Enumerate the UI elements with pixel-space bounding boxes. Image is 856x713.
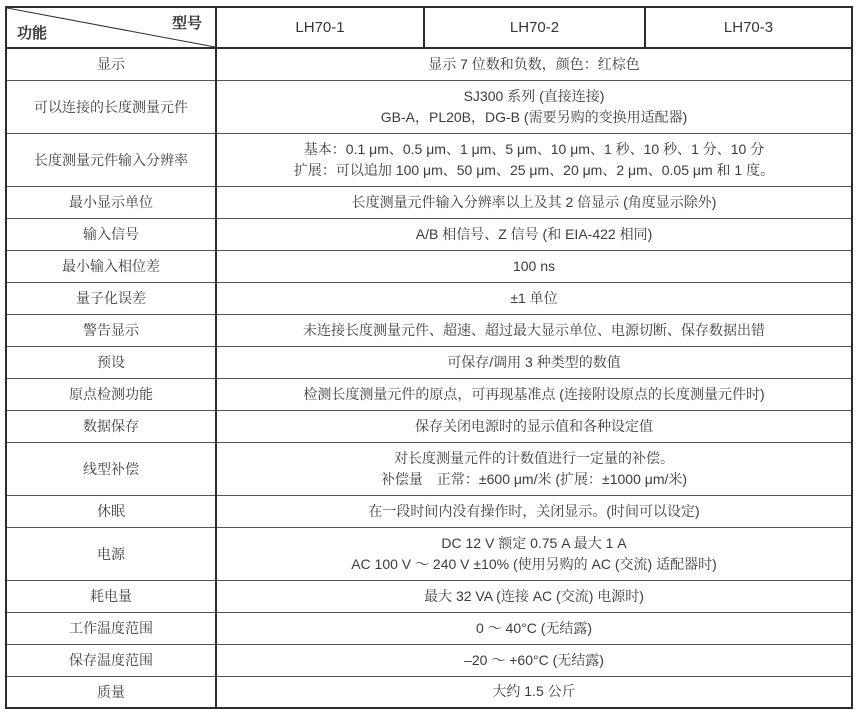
header-col-lh70-2: LH70-2 <box>424 7 645 48</box>
row-label: 耗电量 <box>6 580 216 612</box>
row-power-consumption <box>6 580 852 612</box>
row-label: 警告显示 <box>6 314 216 346</box>
row-connectable-scales <box>6 80 852 133</box>
spec-table <box>5 6 853 709</box>
header-col-lh70-1: LH70-1 <box>216 7 424 48</box>
row-min-display-unit <box>6 186 852 218</box>
row-value: 大约 1.5 公斤 <box>216 676 852 708</box>
row-value: 检测长度测量元件的原点，可再现基准点 (连接附设原点的长度测量元件时) <box>216 378 852 410</box>
row-label: 工作温度范围 <box>6 612 216 644</box>
row-value: SJ300 系列 (直接连接) GB-A，PL20B，DG-B (需要另购的变换用适配器) <box>216 80 852 133</box>
row-label: 数据保存 <box>6 410 216 442</box>
row-data-storage <box>6 410 852 442</box>
row-input-signal <box>6 218 852 250</box>
row-value: 基本：0.1 μm、0.5 μm、1 μm、5 μm、10 μm、1 秒、10 秒、1 分、10 分 扩展：可以追加 100 μm、50 μm、25 μm、20 μm、2 μm、0.05 μm 和 1 度。 <box>216 133 852 186</box>
row-value: A/B 相信号、Z 信号 (和 EIA-422 相同) <box>216 218 852 250</box>
row-value: –20 ～ +60°C (无结露) <box>216 644 852 676</box>
header-col-lh70-3: LH70-3 <box>645 7 852 48</box>
row-label: 量子化误差 <box>6 282 216 314</box>
row-value: 未连接长度测量元件、超速、超过最大显示单位、电源切断、保存数据出错 <box>216 314 852 346</box>
row-value: 长度测量元件输入分辨率以上及其 2 倍显示 (角度显示除外) <box>216 186 852 218</box>
row-quantization-error <box>6 282 852 314</box>
row-value: 100 ns <box>216 250 852 282</box>
row-label: 线型补偿 <box>6 442 216 495</box>
row-input-resolution <box>6 133 852 186</box>
row-mass <box>6 676 852 708</box>
row-display <box>6 48 852 80</box>
row-value: 保存关闭电源时的显示值和各种设定值 <box>216 410 852 442</box>
row-label: 最小输入相位差 <box>6 250 216 282</box>
header-row <box>6 7 852 48</box>
row-label: 可以连接的长度测量元件 <box>6 80 216 133</box>
row-value: 在一段时间内没有操作时，关闭显示。(时间可以设定) <box>216 495 852 527</box>
row-label: 显示 <box>6 48 216 80</box>
row-label: 电源 <box>6 527 216 580</box>
row-label: 原点检测功能 <box>6 378 216 410</box>
row-label: 长度测量元件输入分辨率 <box>6 133 216 186</box>
row-preset <box>6 346 852 378</box>
header-corner-function-label: 功能 <box>17 25 48 42</box>
row-label: 输入信号 <box>6 218 216 250</box>
row-value: ±1 单位 <box>216 282 852 314</box>
row-value: 对长度测量元件的计数值进行一定量的补偿。 补偿量 正常：±600 μm/米 (扩展：±1000 μm/米) <box>216 442 852 495</box>
row-power-supply <box>6 527 852 580</box>
row-value: DC 12 V 额定 0.75 A 最大 1 A AC 100 V ～ 240 V ±10% (使用另购的 AC (交流) 适配器时) <box>216 527 852 580</box>
header-corner-model-label: 型号 <box>171 15 202 32</box>
row-storage-temperature <box>6 644 852 676</box>
row-label: 最小显示单位 <box>6 186 216 218</box>
row-label: 休眠 <box>6 495 216 527</box>
row-sleep <box>6 495 852 527</box>
row-label: 质量 <box>6 676 216 708</box>
row-value: 最大 32 VA (连接 AC (交流) 电源时) <box>216 580 852 612</box>
row-value: 0 ～ 40°C (无结露) <box>216 612 852 644</box>
row-value: 可保存/调用 3 种类型的数值 <box>216 346 852 378</box>
row-min-phase-difference <box>6 250 852 282</box>
row-label: 预设 <box>6 346 216 378</box>
row-origin-detection <box>6 378 852 410</box>
row-operating-temperature <box>6 612 852 644</box>
row-linear-compensation <box>6 442 852 495</box>
header-corner-cell <box>6 7 216 48</box>
row-label: 保存温度范围 <box>6 644 216 676</box>
row-alarm-display <box>6 314 852 346</box>
row-value: 显示 7 位数和负数，颜色：红棕色 <box>216 48 852 80</box>
